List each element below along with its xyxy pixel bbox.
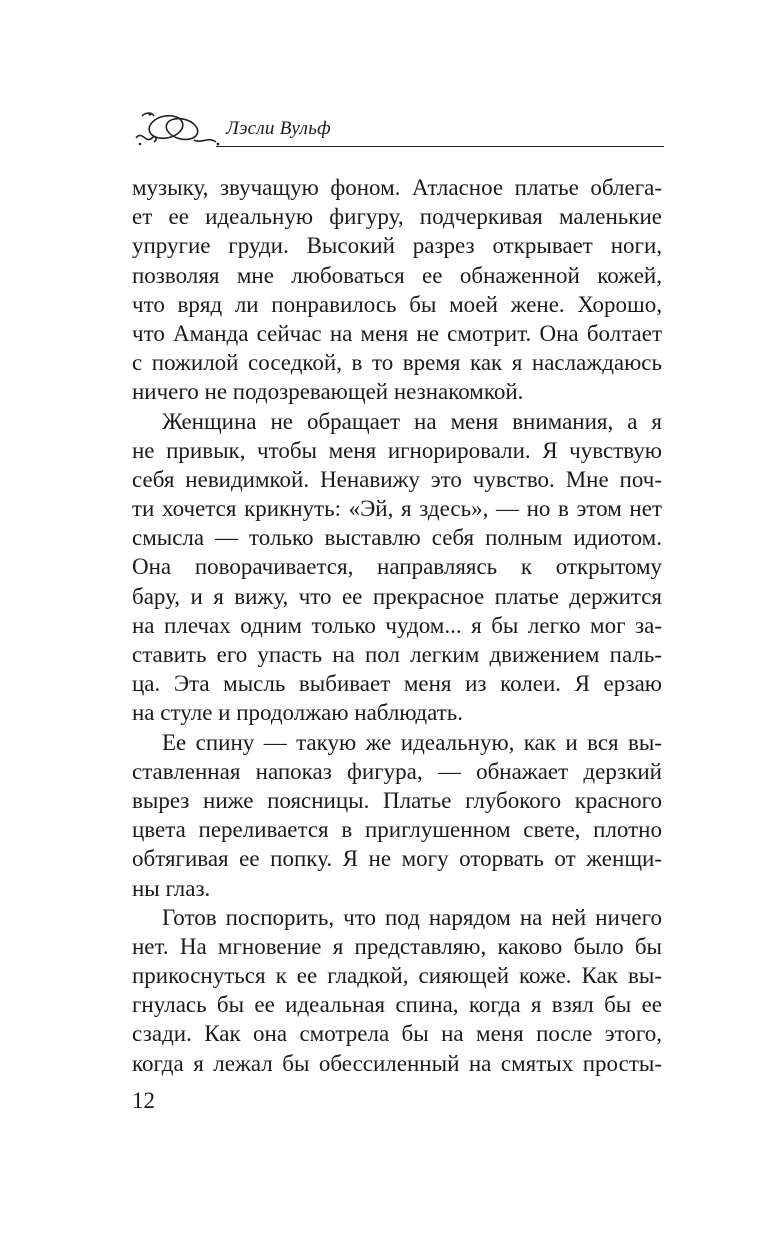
text-line: себя невидимкой. Ненавижу это чувство. Мне поч- (132, 466, 662, 492)
text-line: Женщина не обращает на меня внимания, а я (162, 408, 662, 434)
text-line: прикоснуться к ее гладкой, сияющей коже. Как вы- (132, 963, 662, 989)
text-line: нет. На мгновение я представляю, каково было бы (132, 933, 662, 959)
text-line: на плечах одним только чудом... я бы легко мог за- (132, 612, 662, 638)
text-line: позволяя мне любоваться ее обнаженной кожей, (132, 262, 662, 288)
text-line: ставленная напоказ фигура, — обнажает дерзкий (132, 758, 662, 784)
text-line: Ее спину — такую же идеальную, как и вся вы- (162, 729, 662, 755)
text-line: смысла — только выставлю себя полным идиотом. (132, 525, 662, 551)
text-line: ти хочется крикнуть: «Эй, я здесь», — но в этом нет (132, 496, 662, 522)
text-line: гнулась бы ее идеальная спина, когда я взял бы ее (132, 992, 662, 1018)
text-line: бару, и я вижу, что ее прекрасное платье держится (132, 583, 662, 609)
text-line: не привык, чтобы меня игнорировали. Я чувствую (132, 437, 662, 463)
text-line: упругие груди. Высокий разрез открывает ноги, (132, 233, 662, 259)
text-line: цвета переливается в приглушенном свете, плотно (132, 817, 662, 843)
text-line: Готов поспорить, что под нарядом на ней ничего (162, 904, 662, 930)
text-line: с пожилой соседкой, в то время как я наслаждаюсь (132, 350, 662, 376)
text-line: ничего не подозревающей незнакомкой. (132, 379, 524, 405)
running-head-author: Лэсли Вульф (226, 118, 331, 139)
text-line: вырез ниже поясницы. Платье глубокого красного (132, 787, 662, 813)
text-line: ца. Эта мысль выбивает меня из колеи. Я ерзаю (132, 671, 662, 697)
body-text (132, 173, 662, 1078)
wedding-rings-ornament-icon (132, 100, 222, 152)
text-line: обтягивая ее попку. Я не могу оторвать от женщи- (132, 846, 662, 872)
text-line: когда я лежал бы обессиленный на смятых просты- (132, 1050, 662, 1076)
text-line: сзади. Как она смотрела бы на меня после этого, (132, 1021, 662, 1047)
text-line: что Аманда сейчас на меня не смотрит. Она болтает (132, 320, 662, 346)
text-line: что вряд ли понравилось бы моей жене. Хорошо, (132, 291, 662, 317)
text-line: ет ее идеальную фигуру, подчеркивая маленькие (132, 204, 662, 230)
text-line: на стуле и продолжаю наблюдать. (132, 700, 464, 726)
text-line: музыку, звучащую фоном. Атласное платье облега- (132, 175, 662, 200)
header-rule (216, 146, 664, 147)
page-number: 12 (132, 1088, 155, 1113)
text-line: ставить его упасть на пол легким движением паль- (132, 642, 662, 667)
text-line: Она поворачивается, направляясь к открытому (132, 554, 662, 580)
running-head (132, 100, 664, 152)
text-line: ны глаз. (132, 875, 211, 901)
